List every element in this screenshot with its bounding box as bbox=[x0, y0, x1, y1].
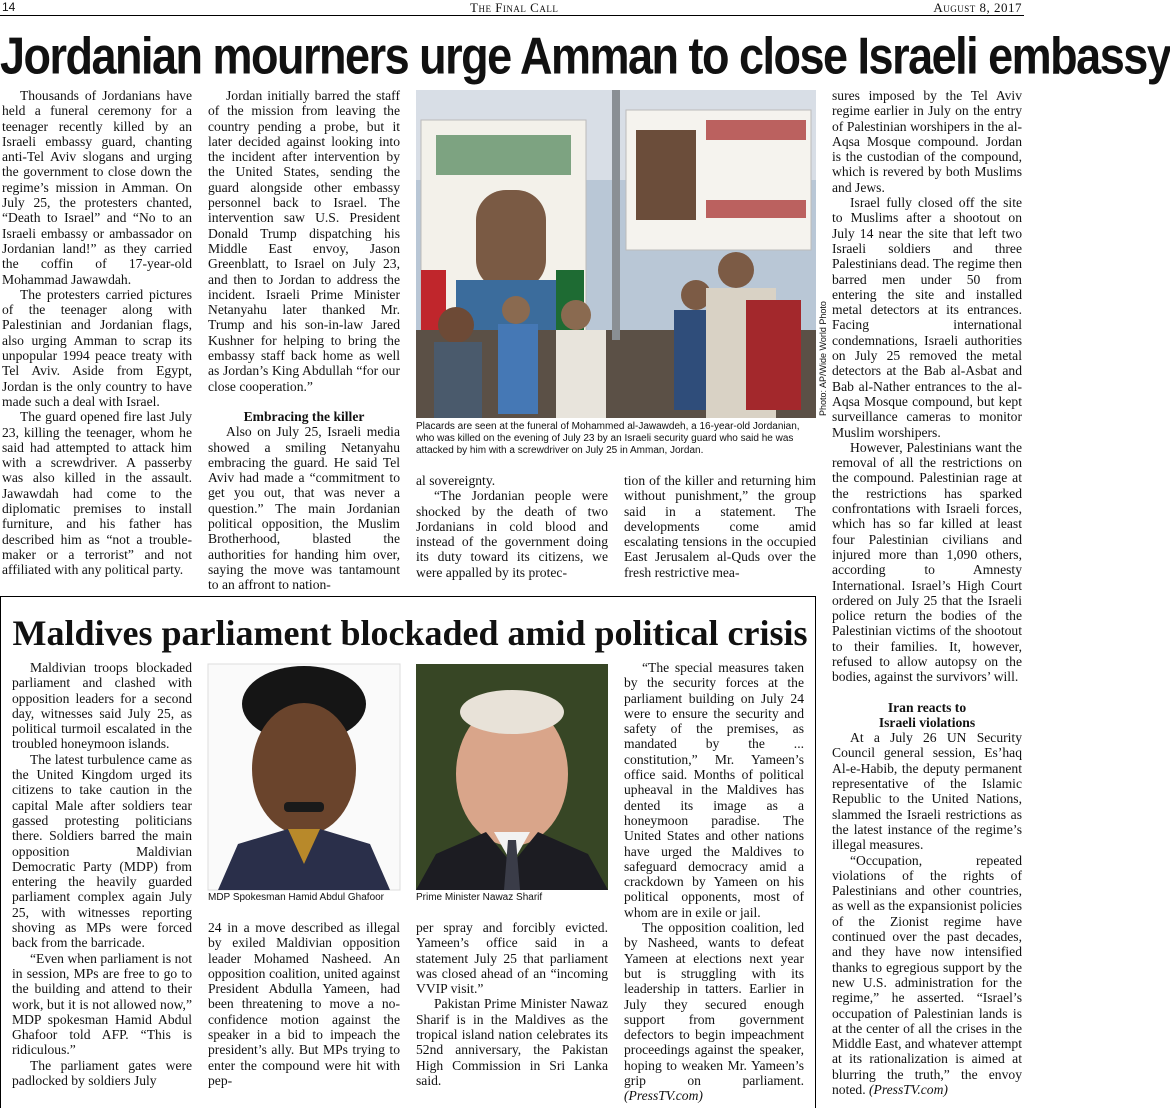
subhead: Embracing the killer bbox=[243, 408, 365, 424]
issue-date: August 8, 2017 bbox=[933, 0, 1022, 15]
story1-column-2 bbox=[208, 88, 400, 593]
paragraph: Israel fully closed off the site to Muslims after a shootout on July 14 near the site that left two Israeli soldiers and three Palestinians dead. The regime then barred men under 50 from entering the site and installed metal detectors at its entrances. Facing international condemnations, Israeli authorities on July 25 removed the metal detectors at the Bab al-Asbat and Bab al-Nather entrances to the al-Aqsa Mosque compound, but kept surveillance cameras to monitor Muslim worshipers. bbox=[832, 195, 1022, 440]
story2-column-2 bbox=[208, 920, 400, 1088]
sharif-photo bbox=[416, 664, 608, 890]
subhead-line: Israeli violations bbox=[878, 714, 976, 730]
folio-rule bbox=[0, 15, 1024, 16]
paragraph: Pakistan Prime Minister Nawaz Sharif is in the Maldives as the tropical island nation celebrates its 52nd anniversary, the Pakistan High Commission in Sri Lanka said. bbox=[416, 996, 608, 1088]
paragraph: Also on July 25, Israeli media showed a smiling Netanyahu embracing the guard. He said Tel Aviv had made a “commitment to get you out, that was never a question.” The main Jordanian political opposition, the Muslim Brotherhood, blasted the authorities for handing him over, saying the move was tantamount to an affront to nation- bbox=[208, 424, 400, 593]
funeral-photo bbox=[416, 90, 816, 418]
story1-column-4 bbox=[624, 473, 816, 580]
story2-column-3 bbox=[416, 920, 608, 1088]
paragraph: sures imposed by the Tel Aviv regime earlier in July on the entry of Palestinian worshipers in the al-Aqsa Mosque compound. Jordan is the custodian of the compound, which is revered by both Muslims and Jews. bbox=[832, 88, 1022, 195]
paragraph-text: The opposition coalition, led by Nasheed, wants to defeat Yameen at elections next year but is struggling with its leadership in tatters. Earlier in July they secured enough support from government defectors to begin impeachment proceedings against the speaker, hoping to weaken Mr. Yameen’s grip on parliament. bbox=[624, 920, 804, 1089]
paragraph-text: “Occupation, repeated violations of the rights of Palestinians and other countries, as well as the expansionist policies of the Zionist regime have continued over the past decades, and they have now intensified thanks to egregious support by the new U.S. administration for the regime,” he asserted. “Israel’s occupation of Palestinian lands is at the center of all the crises in the Middle East, and whatever attempt at its rationalization is aimed at blurring the truth,” the envoy noted. bbox=[832, 852, 1022, 1097]
paragraph: tion of the killer and returning him without punishment,” the group said in a statement. The developments come amid escalating tensions in the occupied East Jerusalem al-Quds over the fresh restrictive mea- bbox=[624, 473, 816, 580]
story2-headline: Maldives parliament blockaded amid political crisis bbox=[12, 613, 808, 653]
page-number: 14 bbox=[2, 0, 16, 14]
paragraph: “The Jordanian people were shocked by the death of two Jordanians in cold blood and instead of the government doing its duty toward its citizens, we were appalled by its protec- bbox=[416, 488, 608, 580]
funeral-photo-caption: Placards are seen at the funeral of Mohammed al-Jawawdeh, a 16-year-old Jordanian, who was killed on the evening of July 23 by an Israeli security guard who said he was attacked by him with a screwdriver on July 25 in Amman, Jordan. bbox=[416, 421, 800, 456]
story1-column-3 bbox=[416, 473, 608, 580]
paragraph bbox=[832, 853, 1022, 1098]
paragraph: “The special measures taken by the security forces at the parliament building on July 24 were to ensure the security and safety of the premises, as mandated by the ... constitution,” Mr. Yameen’s office said. Months of political upheaval in the Maldives has dented its image as a honeymoon paradise. The United States and other nations have urged the Maldives to safeguard democracy amid a crackdown by Yameen on his political opponents, most of whom are in exile or jail. bbox=[624, 660, 804, 920]
page-folio bbox=[0, 0, 1024, 16]
photo-credit: Photo: AP/Wide World Photo bbox=[818, 301, 828, 416]
paragraph: The latest turbulence came as the United Kingdom urged its citizens to take caution in the capital Male after soldiers tear gassed protesting politicians there. Soldiers barred the main opposition Maldivian Democratic Party (MDP) from entering the heavily guarded parliament complex again July 25, with witnesses reporting shoving as MPs were forced back from the barricade. bbox=[12, 751, 192, 951]
paragraph bbox=[624, 920, 804, 1104]
paragraph: 24 in a move described as illegal by exiled Maldivian opposition leader Mohamed Nasheed. An opposition coalition, united against President Abdulla Yameen, had been threatening to move a no-confidence motion against the speaker in a bid to impeach the president’s ally. But MPs trying to enter the compound were hit with pep- bbox=[208, 920, 400, 1088]
story2-column-1 bbox=[12, 660, 192, 1088]
source-note: (PressTV.com) bbox=[869, 1082, 948, 1097]
story1-column-1 bbox=[2, 88, 192, 578]
story1-headline: Jordanian mourners urge Amman to close Israeli embassy bbox=[0, 26, 1170, 86]
ghafoor-photo-caption: MDP Spokesman Hamid Abdul Ghafoor bbox=[208, 892, 385, 903]
source-note: (PressTV.com) bbox=[624, 1088, 703, 1104]
paragraph: al sovereignty. bbox=[416, 473, 496, 488]
paragraph: Jordan initially barred the staff of the mission from leaving the country pending a probe, but it later decided against looking into the incident after intervention by the United States, sending the guard alongside other embassy personnel back to Israel. The intervention saw U.S. President Donald Trump dispatching his Middle East envoy, Jason Greenblatt, to Israel on July 23, and then to Jordan to address the incident. Israeli Prime Minister Netanyahu later thanked Mr. Trump and his son-in-law Jared Kushner for helping to bring the embassy staff back home as well as Jordan’s King Abdullah “for our close cooperation.” bbox=[208, 88, 400, 394]
sharif-photo-caption: Prime Minister Nawaz Sharif bbox=[416, 892, 543, 903]
subhead-line: Iran reacts to bbox=[887, 699, 967, 715]
paragraph: The parliament gates were padlocked by soldiers July bbox=[12, 1057, 192, 1089]
paragraph: “Even when parliament is not in session, MPs are free to go to the building and attend to their work, but it is not allowed now,” MDP spokesman Hamid Abdul Ghafoor told AFP. “This is ridiculous.” bbox=[12, 950, 192, 1058]
paragraph: The guard opened fire last July 23, killing the teenager, whom he said had attempted to attack him with a screwdriver. A passerby was also killed in the assault. Jawawdah had come to the diplomatic premises to install furniture, and his father has described him as “not a trouble-maker or a terrorist” and not affiliated with any political party. bbox=[2, 409, 192, 578]
paragraph: Thousands of Jordanians have held a funeral ceremony for a teenager recently killed by an Israeli embassy guard, chanting anti-Tel Aviv slogans and urging the government to close down the regime’s mission in Amman. On July 25, the protesters chanted, “Death to Israel” and “No to an Israeli embassy or ambassador on Jordanian land!” as they carried the coffin of 17-year-old Mohammad Jawawdah. bbox=[2, 88, 192, 287]
paragraph: At a July 26 UN Security Council general session, Es’haq Al-e-Habib, the deputy permanent representative of the Islamic Republic to the United Nations, slammed the Israeli restrictions as the latest instance of the regime’s illegal measures. bbox=[832, 730, 1022, 853]
paragraph: However, Palestinians want the removal of all the restrictions on the compound. Palestinian rage at the restrictions has sparked confrontations with Israeli forces, which has so far killed at least four Palestinian civilians and injured more than 1,090 others, according to Amnesty International. Israel’s High Court ordered on July 25 that the Israeli police return the bodies of the Palestinian victims of the shootout to their families. It, however, refused to allow autopsy on the bodies, against the survivors’ will. bbox=[832, 439, 1022, 685]
story2-column-4 bbox=[624, 660, 804, 1104]
subhead bbox=[832, 700, 1022, 731]
paragraph: per spray and forcibly evicted. Yameen’s office said in a statement July 25 that parliament was closed ahead of an “incoming VVIP visit.” bbox=[416, 920, 608, 997]
paragraph: Maldivian troops blockaded parliament and clashed with opposition leaders for a second day, witnesses said July 25, as political turmoil escalated in the troubled honeymoon islands. bbox=[12, 660, 192, 752]
publication-name: The Final Call bbox=[470, 0, 559, 15]
paragraph: The protesters carried pictures of the teenager along with Palestinian and Jordanian flags, also urging Amman to scrap its unpopular 1994 peace treaty with Tel Aviv. Aside from Egypt, Jordan is the only country to have made such a deal with Israel. bbox=[2, 286, 192, 409]
story1-column-5 bbox=[832, 88, 1022, 1097]
ghafoor-photo bbox=[208, 664, 400, 890]
